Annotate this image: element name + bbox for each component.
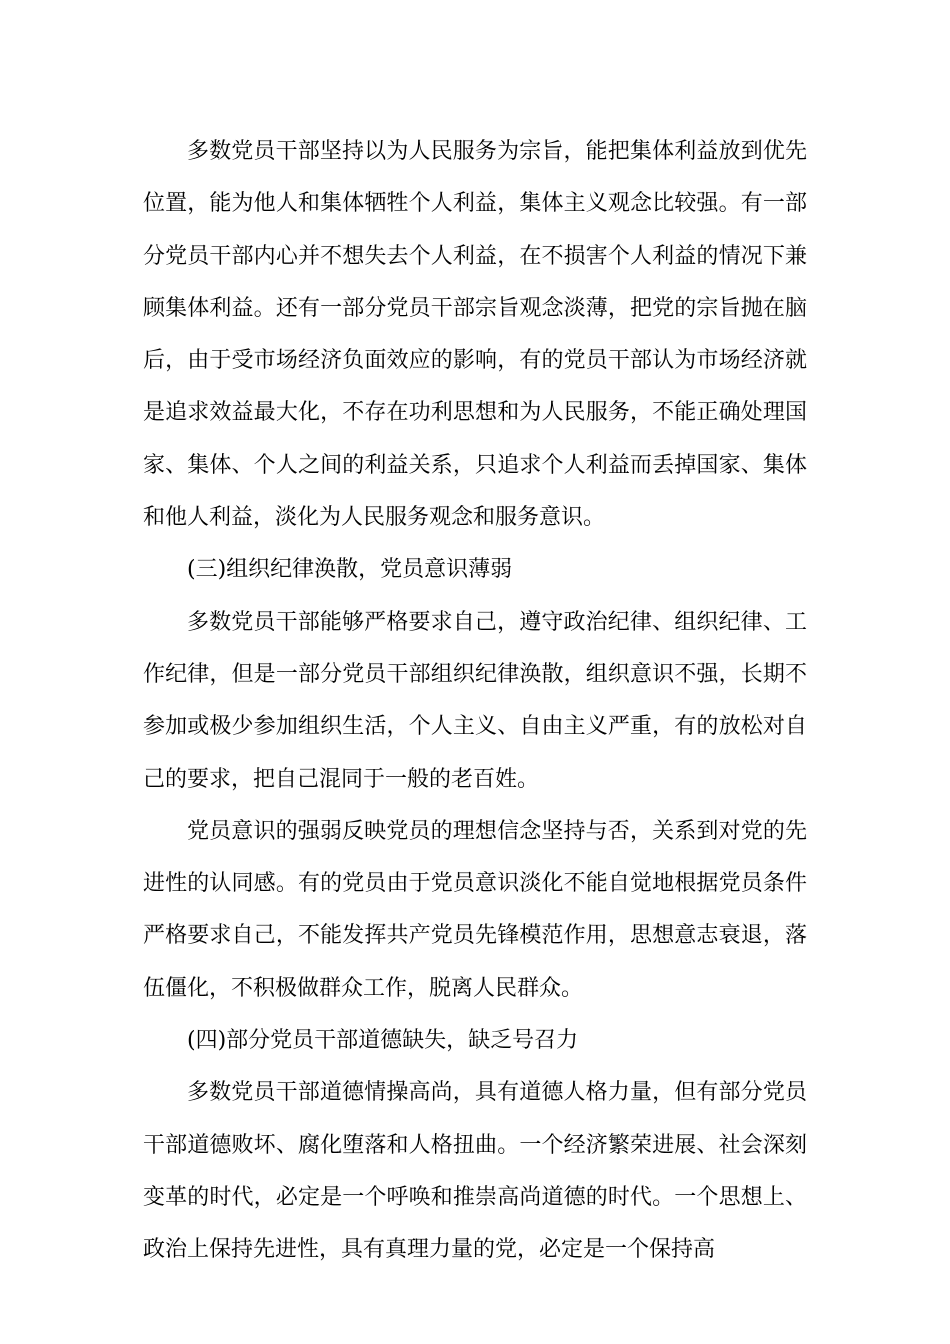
section-heading-3: (三)组织纪律涣散，党员意识薄弱 <box>187 557 513 583</box>
paragraph-organization-discipline: 多数党员干部能够严格要求自己，遵守政治纪律、组织纪律、工作纪律，但是一部分党员干部组织纪律涣散，组织意识不强，长期不参加或极少参加组织生活，个人主义、自由主义严重，有的放松对自己的要求，把自己混同于一般的老百姓。 <box>143 609 807 792</box>
section-heading-4: (四)部分党员干部道德缺失，缺乏号召力 <box>187 1028 579 1054</box>
paragraph-party-awareness: 党员意识的强弱反映党员的理想信念坚持与否，关系到对党的先进性的认同感。有的党员由于党员意识淡化不能自觉地根据党员条件严格要求自己，不能发挥共产党员先锋模范作用，思想意志衰退，落伍僵化，不积极做群众工作，脱离人民群众。 <box>143 818 807 1001</box>
paragraph-service-purpose: 多数党员干部坚持以为人民服务为宗旨，能把集体利益放到优先位置，能为他人和集体牺牲个人利益，集体主义观念比较强。有一部分党员干部内心并不想失去个人利益，在不损害个人利益的情况下兼顾集体利益。还有一部分党员干部宗旨观念淡薄，把党的宗旨抛在脑后，由于受市场经济负面效应的影响，有的党员干部认为市场经济就是追求效益最大化，不存在功利思想和为人民服务，不能正确处理国家、集体、个人之间的利益关系，只追求个人利益而丢掉国家、集体和他人利益，淡化为人民服务观念和服务意识。 <box>143 139 807 531</box>
paragraph-moral-deficiency: 多数党员干部道德情操高尚，具有道德人格力量，但有部分党员干部道德败坏、腐化堕落和人格扭曲。一个经济繁荣进展、社会深刻变革的时代，必定是一个呼唤和推崇高尚道德的时代。一个思想上、政治上保持先进性，具有真理力量的党，必定是一个保持高 <box>143 1080 807 1263</box>
document-body <box>143 126 807 1277</box>
